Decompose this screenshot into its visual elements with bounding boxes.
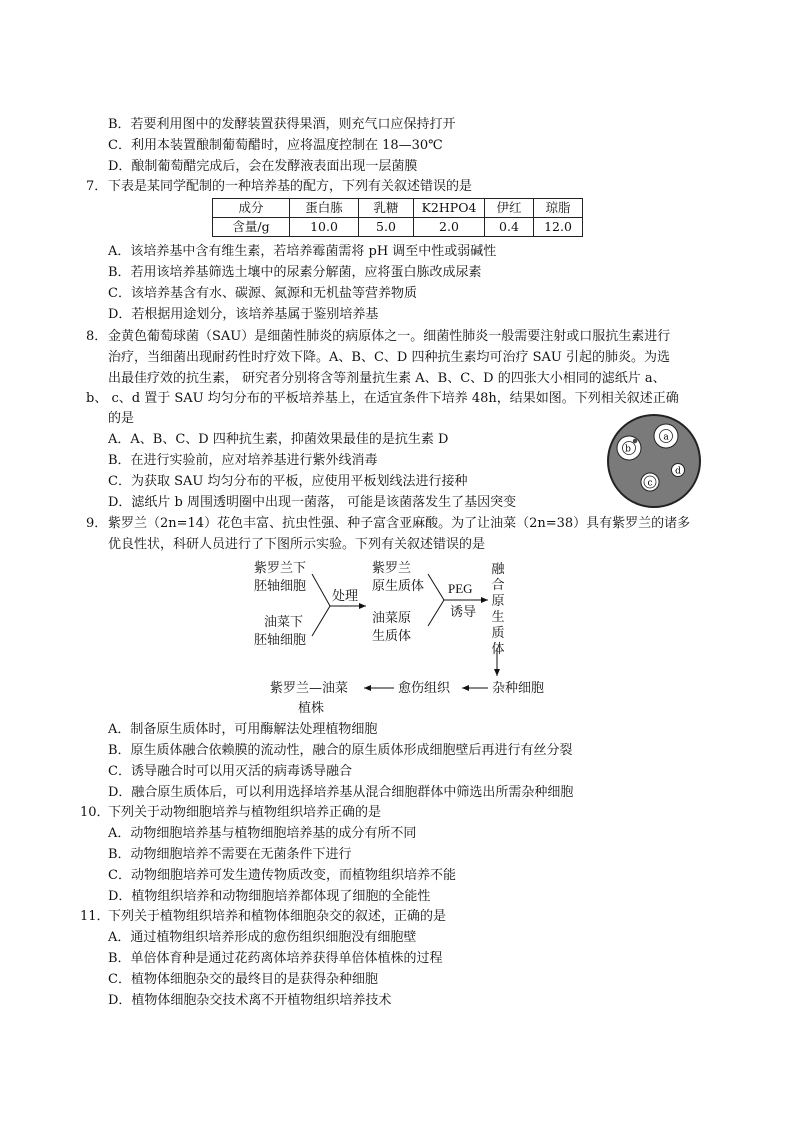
q8-stem-line-1: 金黄色葡萄球菌（SAU）是细菌性肺炎的病原体之一。细菌性肺炎一般需要注射或口服抗生素进行	[108, 329, 671, 344]
q10-option-b: B．动物细胞培养不需要在无菌条件下进行	[108, 847, 352, 862]
table-cell: K2HPO4	[414, 199, 485, 218]
fused-protoplast-label: 融合原生质体	[491, 562, 505, 657]
rape-protoplast-label-2: 生质体	[372, 629, 412, 644]
table-cell: 琼脂	[534, 199, 583, 218]
q8-option-a: A．A、B、C、D 四种抗生素，抑菌效果最佳的是抗生素 D	[108, 432, 449, 447]
q11-stem: 下列关于植物组织培养和植物体细胞杂交的叙述，正确的是	[108, 909, 447, 924]
q6-option-b: B．若要利用图中的发酵装置获得果酒，则充气口应保持打开	[108, 117, 456, 132]
violet-hypocotyl-label-1: 紫罗兰下	[254, 561, 307, 576]
table-cell: 5.0	[359, 218, 414, 237]
q10-option-c: C．动物细胞培养可发生遗传物质改变，而植物组织培养不能	[108, 868, 456, 883]
q9-stem-line-1: 紫罗兰（2n=14）花色丰富、抗虫性强、种子富含亚麻酸。为了让油菜（2n=38）具有紫罗兰的诸多	[108, 516, 691, 531]
q7-option-a: A．该培养基中含有维生素，若培养霉菌需将 pH 调至中性或弱碱性	[108, 244, 497, 259]
q11-option-a: A．通过植物组织培养形成的愈伤组织细胞没有细胞壁	[108, 930, 417, 945]
q7-stem: 下表是某同学配制的一种培养基的配方，下列有关叙述错误的是	[108, 179, 473, 194]
q8-option-c: C．为获取 SAU 均匀分布的平板，应使用平板划线法进行接种	[108, 474, 468, 489]
q8-stem-line-4: b、 c、d 置于 SAU 均匀分布的平板培养基上，在适宜条件下培养 48h，结果如图。下列相关叙述正确	[86, 391, 679, 406]
table-cell: 含量/g	[213, 218, 290, 237]
q7-option-b: B．若用该培养基筛选土壤中的尿素分解菌，应将蛋白胨改成尿素	[108, 265, 482, 280]
q7-option-c: C．该培养基含有水、碳源、氮源和无机盐等营养物质	[108, 286, 417, 301]
table-cell: 10.0	[290, 218, 359, 237]
q9-option-c: C．诱导融合时可以用灭活的病毒诱导融合	[108, 764, 352, 779]
q9-number: 9．	[86, 516, 108, 531]
q8-stem-line-5: 的是	[108, 411, 135, 426]
q10-option-d: D．植物组织培养和动物细胞培养都体现了细胞的全能性	[108, 889, 431, 904]
treatment-label: 处理	[332, 589, 359, 604]
peg-label: PEG	[448, 581, 473, 596]
q9-option-b: B．原生质体融合依赖膜的流动性，融合的原生质体形成细胞壁后再进行有丝分裂	[108, 743, 573, 758]
q6-option-c: C．利用本装置酿制葡萄醋时，应将温度控制在 18—30℃	[108, 138, 443, 153]
q7-option-d: D．若根据用途划分，该培养基属于鉴别培养基	[108, 307, 379, 322]
q9-stem-line-2: 优良性状，科研人员进行了下图所示实验。下列有关叙述错误的是	[108, 537, 486, 552]
q10-number: 10．	[80, 805, 110, 820]
q8-stem-line-3: 出最佳疗效的抗生素， 研究者分别将含等剂量抗生素 A、B、C、D 的四张大小相同的滤纸片 a、	[108, 371, 666, 386]
dish-label-b: b	[625, 444, 631, 455]
hybrid-cell-label: 杂种细胞	[492, 681, 545, 696]
violet-protoplast-label-1: 紫罗兰	[372, 561, 412, 576]
dish-label-a: a	[663, 432, 669, 443]
rape-hypocotyl-label-1: 油菜下	[264, 615, 304, 630]
violet-hypocotyl-label-2: 胚轴细胞	[254, 579, 307, 594]
dish-label-d: d	[675, 466, 681, 477]
q10-stem: 下列关于动物细胞培养与植物组织培养正确的是	[108, 805, 382, 820]
merge-line-top	[312, 574, 330, 606]
q11-option-b: B．单倍体育种是通过花药离体培养获得单倍体植株的过程	[108, 951, 443, 966]
q8-option-d: D．滤纸片 b 周围透明圈中出现一菌落， 可能是该菌落发生了基因突变	[108, 495, 517, 510]
q10-option-a: A．动物细胞培养基与植物细胞培养基的成分有所不同	[108, 826, 417, 841]
q9-option-a: A．制备原生质体时，可用酶解法处理植物细胞	[108, 722, 378, 737]
hybrid-plant-label-2: 植株	[298, 701, 325, 716]
merge-line-bottom	[312, 606, 330, 636]
q8-stem-line-2: 治疗，当细菌出现耐药性时疗效下降。A、B、C、D 四种抗生素均可治疗 SAU 引起的肺炎。为选	[108, 350, 670, 365]
q6-option-d: D．酿制葡萄醋完成后，会在发酵液表面出现一层菌膜	[108, 159, 418, 174]
q8-option-b: B．在进行实验前，应对培养基进行紫外线消毒	[108, 453, 378, 468]
table-cell: 0.4	[485, 218, 534, 237]
proto-merge-line-bottom	[428, 600, 444, 626]
table-cell: 2.0	[414, 218, 485, 237]
dish-label-c: c	[647, 478, 653, 489]
hybrid-plant-label-1: 紫罗兰—油菜	[270, 681, 349, 696]
q11-option-d: D．植物体细胞杂交技术离不开植物组织培养技术	[108, 993, 392, 1008]
table-cell: 乳糖	[359, 199, 414, 218]
callus-label: 愈伤组织	[398, 681, 451, 696]
rape-protoplast-label-1: 油菜原	[372, 611, 412, 626]
rape-hypocotyl-label-2: 胚轴细胞	[254, 633, 307, 648]
induction-label: 诱导	[450, 605, 477, 620]
table-cell: 蛋白胨	[290, 199, 359, 218]
q7-number: 7．	[86, 179, 108, 194]
q9-option-d: D．融合原生质体后，可以利用选择培养基从混合细胞群体中筛选出所需杂种细胞	[108, 785, 574, 800]
table-cell: 伊红	[485, 199, 534, 218]
q11-option-c: C．植物体细胞杂交的最终目的是获得杂种细胞	[108, 972, 378, 987]
proto-merge-line-top	[428, 574, 444, 600]
table-cell: 成分	[213, 199, 290, 218]
q8-number: 8．	[86, 329, 108, 344]
q11-number: 11．	[80, 909, 110, 924]
table-cell: 12.0	[534, 218, 583, 237]
violet-protoplast-label-2: 原生质体	[372, 579, 425, 594]
